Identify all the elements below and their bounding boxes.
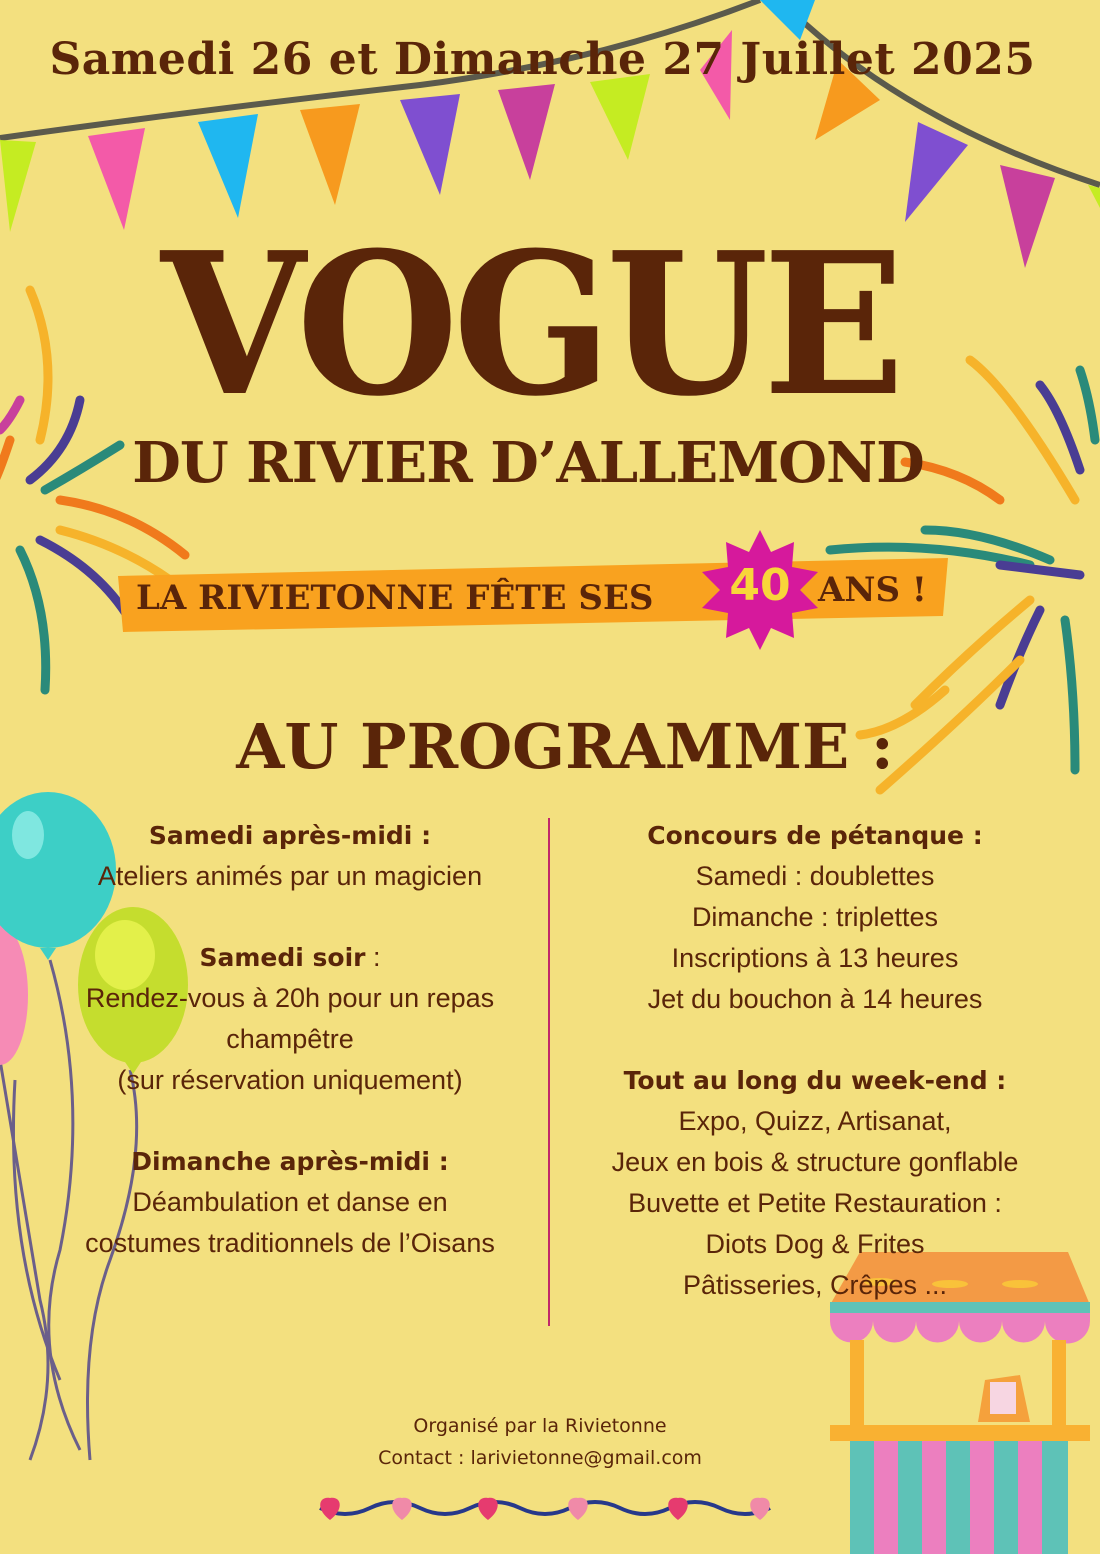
section-title: Dimanche après-midi : bbox=[131, 1147, 449, 1176]
event-date: Samedi 26 et Dimanche 27 Juillet 2025 bbox=[49, 34, 1036, 85]
program-left-column bbox=[30, 815, 550, 1264]
section-line: champêtre bbox=[226, 1024, 354, 1054]
section-line: Inscriptions à 13 heures bbox=[671, 943, 959, 973]
section-line: Buvette et Petite Restauration : bbox=[628, 1188, 1002, 1218]
section-title: Concours de pétanque : bbox=[647, 821, 983, 850]
section-title: Samedi après-midi : bbox=[148, 821, 432, 850]
section-line: Rendez-vous à 20h pour un repas bbox=[85, 983, 495, 1013]
section-line: Pâtisseries, Crêpes ... bbox=[682, 1270, 948, 1300]
section-line: Ateliers animés par un magicien bbox=[97, 861, 483, 891]
banner-text-before: LA RIVIETONNE FÊTE SES bbox=[136, 578, 654, 618]
section-line: Déambulation et danse en bbox=[132, 1187, 448, 1217]
section-line: Samedi : doublettes bbox=[695, 861, 935, 891]
program-section bbox=[560, 1060, 1070, 1306]
section-line: Dimanche : triplettes bbox=[691, 902, 939, 932]
anniversary-number: 40 bbox=[729, 560, 791, 611]
program-section bbox=[30, 815, 550, 897]
banner-text-after: ANS ! bbox=[818, 570, 927, 610]
section-line: Jet du bouchon à 14 heures bbox=[647, 984, 983, 1014]
program-right-column bbox=[560, 815, 1070, 1306]
section-line: (sur réservation uniquement) bbox=[117, 1065, 463, 1095]
section-title: Samedi soir bbox=[199, 943, 366, 972]
event-title: VOGUE bbox=[160, 210, 900, 440]
hearts-garland-icon bbox=[320, 1498, 770, 1520]
event-subtitle: DU RIVIER D’ALLEMOND bbox=[132, 430, 924, 496]
section-line: costumes traditionnels de l’Oisans bbox=[85, 1228, 495, 1258]
program-section bbox=[560, 815, 1070, 1020]
organizer-text: Organisé par la Rivietonne bbox=[413, 1415, 667, 1437]
program-section bbox=[30, 937, 550, 1101]
contact-email: Contact : larivietonne@gmail.com bbox=[378, 1447, 702, 1469]
section-title-suffix: : bbox=[365, 942, 381, 972]
section-line: Diots Dog & Frites bbox=[705, 1229, 925, 1259]
section-title: Tout au long du week-end : bbox=[623, 1066, 1007, 1095]
section-line: Expo, Quizz, Artisanat, bbox=[678, 1106, 952, 1136]
section-line: Jeux en bois & structure gonflable bbox=[611, 1147, 1019, 1177]
program-section bbox=[30, 1141, 550, 1264]
program-heading: AU PROGRAMME : bbox=[236, 710, 894, 783]
